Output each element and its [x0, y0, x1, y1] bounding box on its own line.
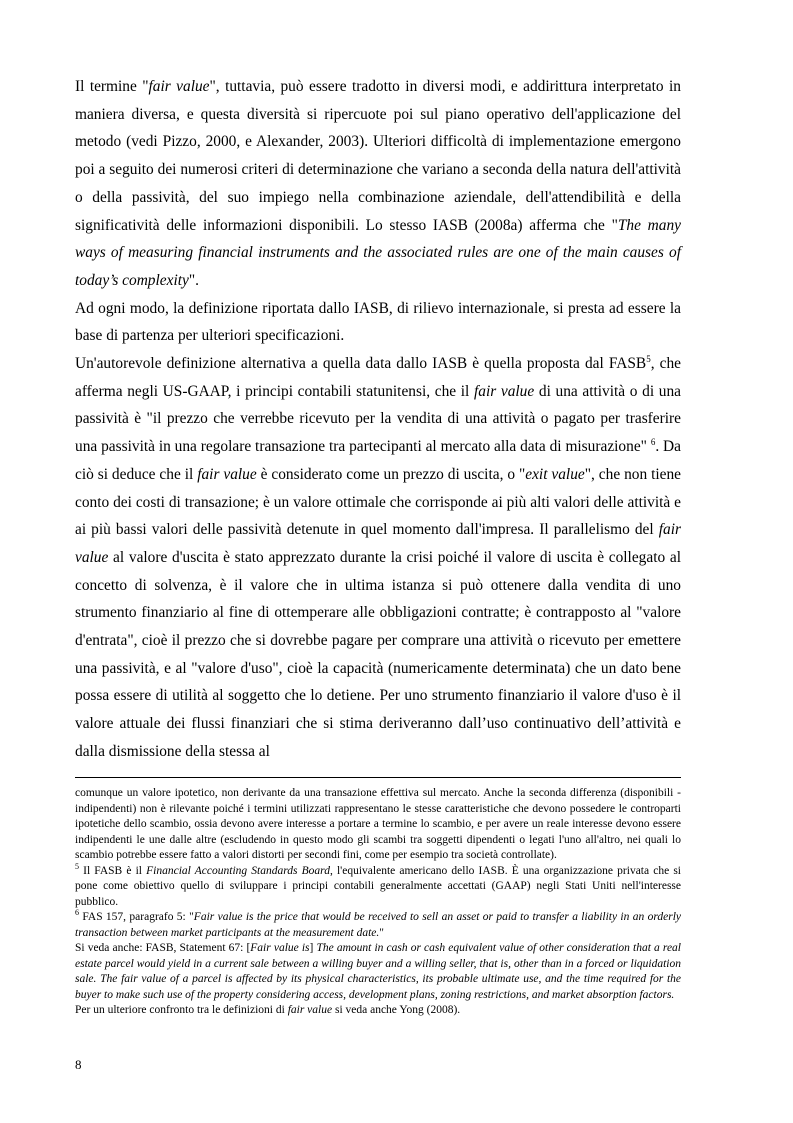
footnote-continuation: comunque un valore ipotetico, non derivante da una transazione effettiva sul mercato. Anche la seconda differenza (disponibili - indipendenti) non è rilevante poiché i termini utilizzati rappresentano le stesse caratteristiche che devono possedere le controparti ipotetiche dello scambio, ossia devono avere interesse a portare a termine lo scambio, e per avere un reale interesse devono essere indipendenti le une dalle altre (escludendo in questo modo gli scambi tra soggetti dipendenti o legati l'uno all'altro, nei quali lo scambio potrebbe essere fatto a valori distorti per secondi fini, come per esempio tra società controllate).: [75, 787, 681, 861]
emphasis-fair-value-is: Fair value is: [250, 942, 310, 954]
footnote-6-statement-67: [75, 941, 681, 1003]
text-run: di una attività o di una passività è "il prezzo che verrebbe ricevuto per la vendita di una attività o pagato per trasferire una passività in una regolare transazione tra partecipanti al mercato alla data di misurazione": [75, 382, 681, 456]
footnote-ref-6[interactable]: 6: [650, 437, 656, 448]
text-run: Per un ulteriore confronto tra le definizioni di: [75, 1004, 288, 1016]
emphasis-fair-value: fair value: [75, 521, 681, 566]
text-run: , che afferma negli US-GAAP, i principi contabili statunitensi, che il: [75, 355, 681, 400]
footnote-separator: [75, 777, 681, 778]
footnote-6-yong: [75, 1003, 681, 1019]
paragraph-3: [75, 350, 681, 766]
footnote-5: [75, 861, 682, 911]
paragraph-1: [75, 73, 681, 295]
text-run: ".: [188, 271, 199, 289]
body-text: [75, 73, 681, 766]
text-run: ", tuttavia, può essere tradotto in diversi modi, e addirittura interpretato in maniera diversa, e questa diversità si ripercuote poi sul piano operativo dell'applicazione del metodo (vedi Pizzo, 2000, e Alexander, 2003). Ulteriori difficoltà di implementazione emergono poi a seguito dei numerosi criteri di determinazione che variano a seconda della natura dell'attività o della passività, del suo impiego nella combinazione aziendale, dell'attendibilità e della significatività delle informazioni disponibili. Lo stesso IASB (2008a) afferma che ": [75, 78, 681, 234]
text-run: Il termine ": [75, 78, 149, 95]
emphasis-fas157-quote: Fair value is the price that would be received to sell an asset or paid to transfer a liability in an orderly transaction between market participants at the measurement date.: [75, 911, 681, 939]
footnote-number: 6: [75, 908, 79, 918]
text-run: FAS 157, paragrafo 5: ": [79, 911, 194, 923]
footnote-ref-5[interactable]: 5: [646, 353, 651, 364]
emphasis-fair-value: fair value: [148, 78, 210, 95]
text-run: si veda anche Yong (2008).: [332, 1004, 461, 1016]
emphasis-exit-value: exit value: [525, 465, 585, 483]
text-run: . Da ciò si deduce che il: [75, 438, 681, 483]
emphasis-fasb-name: Financial Accounting Standards Board: [146, 864, 330, 877]
text-run: ": [379, 926, 384, 939]
footnote-6: [75, 910, 681, 941]
text-run: ]: [309, 942, 317, 954]
emphasis-fair-value: fair value: [473, 382, 535, 400]
emphasis-iasb-quote: The many ways of measuring financial instruments and the associated rules are one of the main causes of today’s complexity: [75, 216, 681, 289]
footnotes: [75, 786, 681, 1019]
text-run: è considerato come un prezzo di uscita, o ": [256, 465, 526, 483]
text-run: , l'equivalente americano dello IASB. È una organizzazione privata che si pone come obiettivo quello di sviluppare i principi contabili generalmente accettati (GAAP) negli Stati Uniti nell'interesse pubblico.: [75, 864, 682, 908]
emphasis-fair-value: fair value: [197, 465, 257, 483]
paragraph-2: Ad ogni modo, la definizione riportata dallo IASB, di rilievo internazionale, si presta ad essere la base di partenza per ulteriori specificazioni.: [75, 299, 681, 345]
text-run: Si veda anche: FASB, Statement 67: [: [75, 942, 251, 954]
emphasis-fair-value: fair value: [287, 1004, 333, 1016]
text-run: al valore d'uscita è stato apprezzato durante la crisi poiché il valore di uscita è collegato al concetto di solvenza, è il valore che in ultima istanza si può ottenere dalla vendita di uno strumento finanziario al fine di ottemperare alle obbligazioni contratte; è contrapposto al "valore d'entrata", cioè il prezzo che si dovrebbe pagare per comprare una attività o ricevuto per emettere una passività, e al "valore d'uso", cioè la capacità (numericamente determinata) che un dato bene possa essere di utilità al soggetto che lo detiene. Per uno strumento finanziario il valore d'uso è il valore attuale dei flussi finanziari che si stima deriveranno dall’uso continuativo dell’attività e dalla dismissione della stessa al: [75, 548, 681, 760]
emphasis-statement-67-quote: The amount in cash or cash equivalent value of other consideration that a real estate parcel would yield in a current sale between a willing buyer and a willing seller, that is, other than in a forced or liquidation sale. The fair value of a parcel is affected by its physical characteristics, its probable ultimate use, and the time required for the buyer to make such use of the property considering access, development plans, zoning restrictions, and market absorption factors.: [75, 942, 681, 1001]
page-number: 8: [75, 1057, 82, 1072]
text-run: Il FASB è il: [79, 864, 147, 877]
text-run: ", che non tiene conto dei costi di transazione; è un valore ottimale che corrisponde ai più alti valori delle attività e ai più bassi valori delle passività detenute in quel momento dall'impresa. Il parallelismo del: [75, 465, 681, 539]
text-run: Un'autorevole definizione alternativa a quella data dallo IASB è quella proposta dal FASB: [75, 355, 647, 373]
footnote-number: 5: [75, 861, 79, 871]
